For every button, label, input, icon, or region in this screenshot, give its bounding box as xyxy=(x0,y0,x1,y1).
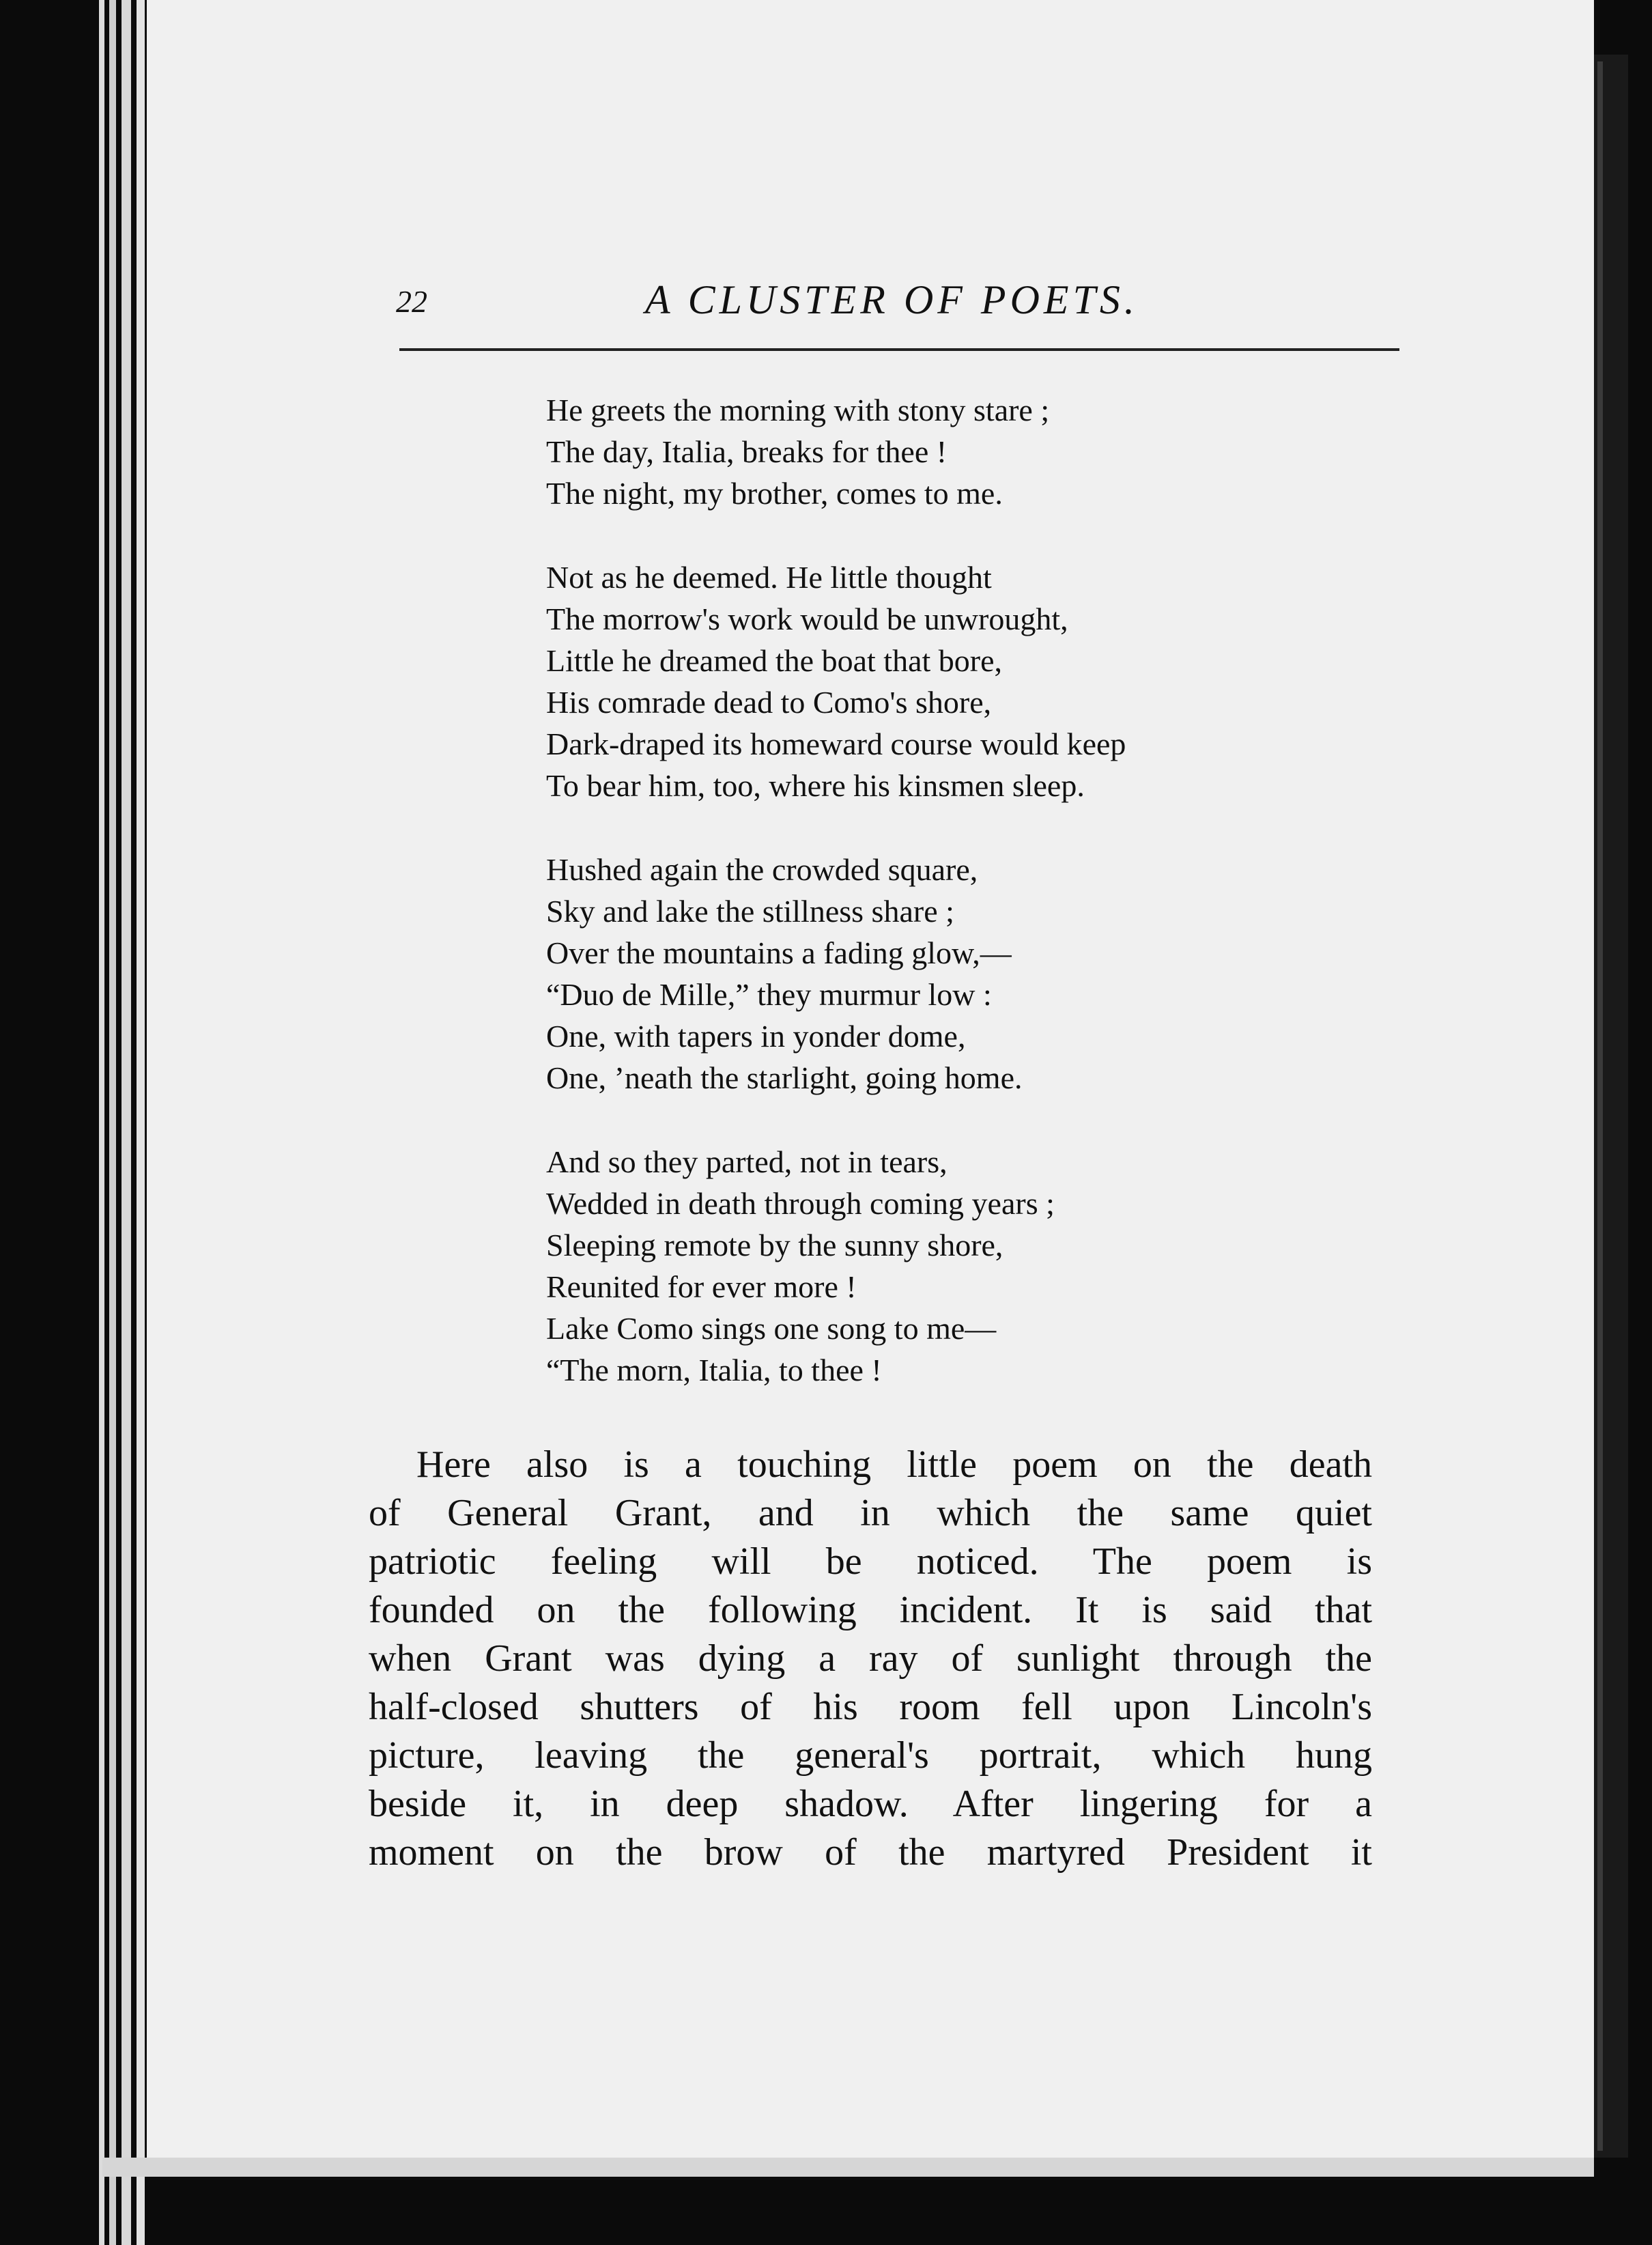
poem-line: Over the mountains a fading glow,— xyxy=(546,935,1012,970)
poem-line: The day, Italia, breaks for thee ! xyxy=(546,434,948,469)
poem-line: Reunited for ever more ! xyxy=(546,1269,857,1304)
poem-line: Lake Como sings one song to me— xyxy=(546,1311,997,1346)
page-stack-edge xyxy=(109,0,116,2245)
poem-line: Not as he deemed. He little thought xyxy=(546,560,992,595)
prose-line: when Grant was dying a ray of sunlight through the xyxy=(369,1637,1372,1680)
page-number: 22 xyxy=(396,284,427,319)
page-header xyxy=(396,277,1399,338)
prose-line: founded on the following incident. It is said that xyxy=(369,1589,1372,1631)
prose-line: Here also is a touching little poem on the death xyxy=(416,1443,1372,1486)
poem-line: And so they parted, not in tears, xyxy=(546,1144,948,1179)
poem-line: Wedded in death through coming years ; xyxy=(546,1186,1055,1221)
poem-line: “The morn, Italia, to thee ! xyxy=(546,1353,882,1387)
poem-stanza xyxy=(546,1141,1365,1391)
poem-line: Little he dreamed the boat that bore, xyxy=(546,643,1003,678)
poem-stanza xyxy=(546,556,1365,806)
poem-line: Sky and lake the stillness share ; xyxy=(546,894,954,929)
poem-line: “Duo de Mille,” they murmur low : xyxy=(546,977,992,1012)
poem-stanza xyxy=(546,849,1365,1099)
poem-line: Dark-draped its homeward course would keep xyxy=(546,726,1126,761)
poem-line: Sleeping remote by the sunny shore, xyxy=(546,1228,1003,1262)
poem-stanza xyxy=(546,389,1365,514)
poem-line: He greets the morning with stony stare ; xyxy=(546,393,1050,427)
running-title: A CLUSTER OF POETS. xyxy=(645,277,1139,322)
prose-line: picture, leaving the general's portrait, which hung xyxy=(369,1734,1372,1777)
prose-line: of General Grant, and in which the same quiet xyxy=(369,1492,1372,1534)
prose-paragraph xyxy=(369,1441,1372,1877)
header-rule xyxy=(399,348,1399,351)
poem-line: Hushed again the crowded square, xyxy=(546,852,978,887)
page-stack-edge xyxy=(122,0,131,2245)
poem xyxy=(546,389,1365,1433)
page-bottom-edge xyxy=(102,2158,1594,2177)
poem-line: The night, my brother, comes to me. xyxy=(546,476,1003,511)
page-stack-edge xyxy=(137,0,145,2245)
prose-line: moment on the brow of the martyred President it xyxy=(369,1831,1372,1874)
prose-line: beside it, in deep shadow. After lingering for a xyxy=(369,1783,1372,1825)
poem-line: To bear him, too, where his kinsmen sleep. xyxy=(546,768,1085,803)
poem-line: His comrade dead to Como's shore, xyxy=(546,685,992,720)
poem-line: One, ’neath the starlight, going home. xyxy=(546,1060,1023,1095)
poem-line: One, with tapers in yonder dome, xyxy=(546,1019,966,1054)
prose-line: half-closed shutters of his room fell upon Lincoln's xyxy=(369,1686,1372,1728)
poem-line: The morrow's work would be unwrought, xyxy=(546,602,1068,636)
prose-line: patriotic feeling will be noticed. The poem is xyxy=(369,1540,1372,1583)
facing-page-edge xyxy=(1597,61,1603,2151)
page-stack-edge xyxy=(99,0,104,2245)
